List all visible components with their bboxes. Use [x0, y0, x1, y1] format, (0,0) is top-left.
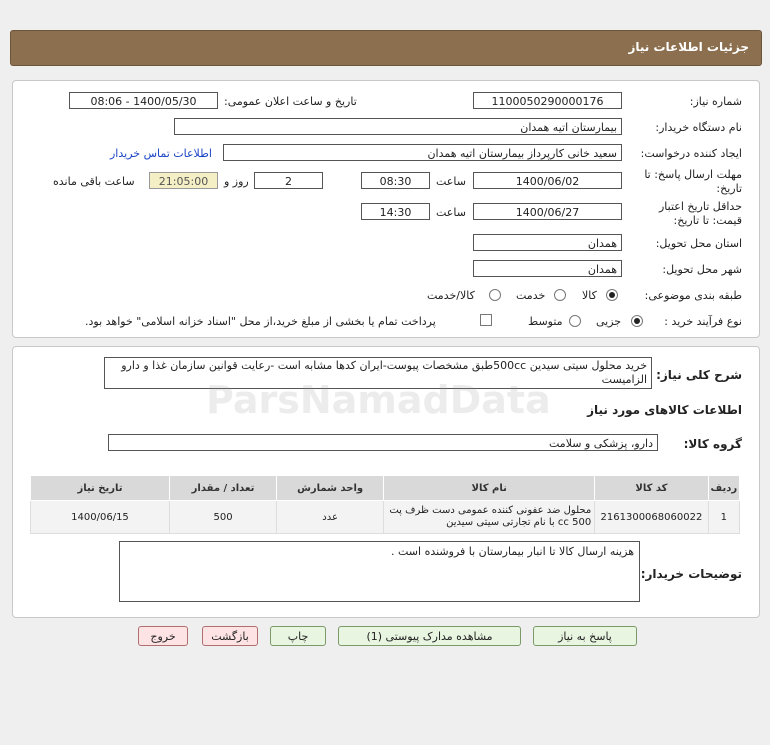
category-radio-goods-service[interactable]	[489, 289, 501, 301]
goods-section-title: اطلاعات کالاهای مورد نیاز	[587, 403, 742, 417]
process-option-medium: متوسط	[528, 315, 563, 328]
buyer-notes-label: توضیحات خریدار:	[640, 567, 742, 581]
goods-table-header	[31, 476, 740, 501]
print-button[interactable]: چاپ	[270, 626, 326, 646]
buyer-notes-text: هزینه ارسال کالا تا انبار بیمارستان با فروشنده است .	[119, 541, 640, 602]
category-radio-goods[interactable]	[606, 289, 618, 301]
col-code: کد کالا	[595, 476, 708, 501]
cell-unit: عدد	[277, 501, 384, 534]
cell-code: 2161300068060022	[595, 501, 708, 534]
goods-group-field: دارو، پزشکی و سلامت	[108, 434, 658, 451]
exit-button[interactable]: خروج	[138, 626, 188, 646]
treasury-payment-checkbox[interactable]	[480, 314, 492, 326]
contact-buyer-link[interactable]: اطلاعات تماس خریدار	[110, 147, 212, 160]
category-radio-service[interactable]	[554, 289, 566, 301]
process-radio-minor[interactable]	[631, 315, 643, 327]
cell-name: محلول ضد عفونی کننده عمومی دست ظرف پت 500 cc با نام تجارتی سیتی سیدین	[384, 501, 595, 534]
category-option-goods-service: کالا/خدمت	[427, 289, 475, 302]
deadline-label-line1: مهلت ارسال پاسخ: تا	[644, 168, 742, 181]
creator-label: ایجاد کننده درخواست:	[640, 147, 742, 160]
table-row	[31, 501, 740, 534]
attachments-button[interactable]: مشاهده مدارک پیوستی (1)	[338, 626, 521, 646]
category-option-service: خدمت	[516, 289, 546, 302]
validity-label-line1: حداقل تاریخ اعتبار	[658, 200, 742, 213]
col-date: تاریخ نیاز	[31, 476, 170, 501]
respond-button[interactable]: پاسخ به نیاز	[533, 626, 637, 646]
goods-group-label: گروه کالا:	[683, 437, 742, 451]
cell-qty: 500	[169, 501, 276, 534]
summary-label: شرح کلی نیاز:	[656, 368, 742, 382]
page-title: جزئیات اطلاعات نیاز	[628, 40, 749, 54]
col-row: ردیف	[708, 476, 739, 501]
creator-field: سعید خانی کارپرداز بیمارستان اتیه همدان	[223, 144, 622, 161]
col-qty: تعداد / مقدار	[169, 476, 276, 501]
deadline-date-field: 1400/06/02	[473, 172, 622, 189]
process-label: نوع فرآیند خرید :	[664, 315, 742, 328]
remaining-time-field: 21:05:00	[149, 172, 218, 189]
summary-text: خرید محلول سیتی سیدین 500ccطبق مشخصات پیوست-ایران کدها مشابه است -رعایت قوانین سازمان غذا و دارو الزامیست	[104, 357, 652, 389]
province-field: همدان	[473, 234, 622, 251]
validity-label-line2: قیمت: تا تاریخ:	[673, 214, 742, 227]
buyer-org-field: بیمارستان اتیه همدان	[174, 118, 622, 135]
back-button[interactable]: بازگشت	[202, 626, 258, 646]
deadline-time-field: 08:30	[361, 172, 430, 189]
days-field: 2	[254, 172, 323, 189]
goods-table	[30, 475, 740, 534]
province-label: استان محل تحویل:	[655, 237, 742, 250]
deadline-label-line2: تاریخ:	[716, 182, 742, 195]
col-name: نام کالا	[384, 476, 595, 501]
treasury-payment-note: پرداخت تمام یا بخشی از مبلغ خرید،از محل "اسناد خزانه اسلامی" خواهد بود.	[85, 315, 436, 328]
cell-row: 1	[708, 501, 739, 534]
announce-field: 1400/05/30 - 08:06	[69, 92, 218, 109]
need-number-field: 1100050290000176	[473, 92, 622, 109]
page-header	[10, 30, 762, 66]
buyer-org-label: نام دستگاه خریدار:	[655, 121, 742, 134]
days-label: روز و	[224, 175, 249, 188]
validity-time-label: ساعت	[436, 206, 466, 219]
process-option-minor: جزیی	[596, 315, 622, 328]
deadline-time-label: ساعت	[436, 175, 466, 188]
remaining-label: ساعت باقی مانده	[53, 175, 135, 188]
need-number-label: شماره نیاز:	[689, 95, 742, 108]
category-option-goods: کالا	[582, 289, 597, 302]
col-unit: واحد شمارش	[277, 476, 384, 501]
category-label: طبقه بندی موضوعی:	[644, 289, 742, 302]
cell-date: 1400/06/15	[31, 501, 170, 534]
validity-date-field: 1400/06/27	[473, 203, 622, 220]
validity-time-field: 14:30	[361, 203, 430, 220]
process-radio-medium[interactable]	[569, 315, 581, 327]
city-label: شهر محل تحویل:	[662, 263, 742, 276]
announce-label: تاریخ و ساعت اعلان عمومی:	[224, 95, 357, 108]
city-field: همدان	[473, 260, 622, 277]
